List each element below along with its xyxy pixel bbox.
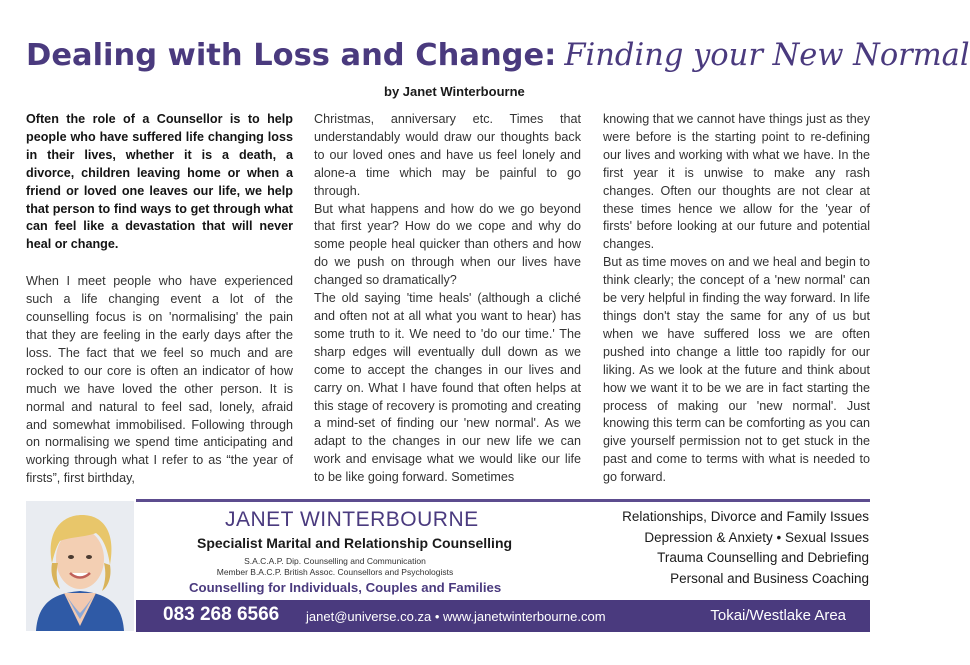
service-item: Relationships, Divorce and Family Issues [622,509,869,524]
column-3 [603,111,870,487]
column-1 [26,111,293,488]
title-main: Dealing with Loss and Change: [26,38,557,73]
body-paragraph: Christmas, anniversary etc. Times that understandably would draw our thoughts back to our loved ones and have us feel lonely and alone-a time which may be painful to go through. [314,112,581,198]
body-paragraph: But as time moves on and we heal and begin to think clearly; the concept of a 'new normal' can be very helpful in finding the way forward. In life things don't stay the same for any of us but when we have suffered loss we are often pushed into change a little too rapidly for our liking. As we look at the future and think about how we want it to be we are in fact starting the process of making our 'new normal'. Just knowing this term can be comforting as you can give yourself permission not to get stuck in the past and come to terms with what is needed to go forward. [603,255,870,485]
credential-membership: Member B.A.C.P. British Assoc. Counsellors and Psychologists [216,567,454,577]
counsellor-name: JANET WINTERBOURNE [225,508,479,531]
phone-number[interactable]: 083 268 6566 [163,604,280,625]
byline: by Janet Winterbourne [384,84,525,99]
contact-bar [136,600,870,632]
specialty: Specialist Marital and Relationship Counselling [197,535,513,551]
services-list [622,507,869,589]
body-paragraph: knowing that we cannot have things just as they were before is the starting point to re-defining our lives and working with what we have. In the first year it is unwise to make any rash changes. Often our thoughts are not clear at these times hence we allow for the 'year of firsts' before looking at our future and potential changes. [603,112,870,252]
body-paragraph: But what happens and how do we go beyond that first year? How do we cope and why do some people heal quicker than others and how do we push on through when our lives have changed so dramatically? [314,201,581,288]
column-2 [314,111,581,487]
lead-paragraph: Often the role of a Counsellor is to help people who have suffered life changing loss in their lives, whether it is a death, a divorce, children leaving home or when a friend or loved one leaves our life, we help that person to find ways to get through what can feel like a devastation that will never heal or change. [26,112,293,252]
ad-divider [136,499,870,502]
tagline: Counselling for Individuals, Couples and Families [189,580,502,595]
body-paragraph: When I meet people who have experienced such a life changing event a lot of the counselling focus is on 'normalising' the pain that they are feeling in the early days after the loss. The fact that we feel so much and are rocked to our core is often an indicator of how much we have loved the other person. It is normal and natural to feel sad, lonely, afraid and somewhat immobilised. Following through on normalising we spend time anticipating and working through what I refer to as “the year of firsts”, first birthday, [26,274,293,486]
counsellor-photo [26,501,134,631]
service-item: Trauma Counselling and Debriefing [657,550,869,565]
body-paragraph: The old saying 'time heals' (although a cliché and often not at all what you want to hear) has some truth to it. We need to 'do our time.' The sharp edges will eventually dull down as we come to accept the changes in our lives and carry on. What I have found that often helps at this stage of recovery is promoting and creating a mind-set of finding our 'new normal'. As we adapt to the changes in our new life we can work and envisage what we would like our life to be like going forward. Sometimes [314,291,581,485]
article-title [26,38,970,82]
service-item: Personal and Business Coaching [670,570,869,586]
title-subtitle: Finding your New Normal [564,38,970,73]
email-website[interactable]: janet@universe.co.za • www.janetwinterbourne.com [306,609,606,624]
credential-diploma: S.A.C.A.P. Dip. Counselling and Communication [244,556,426,566]
service-area: Tokai/Westlake Area [710,607,846,624]
service-item: Depression & Anxiety • Sexual Issues [644,529,869,545]
